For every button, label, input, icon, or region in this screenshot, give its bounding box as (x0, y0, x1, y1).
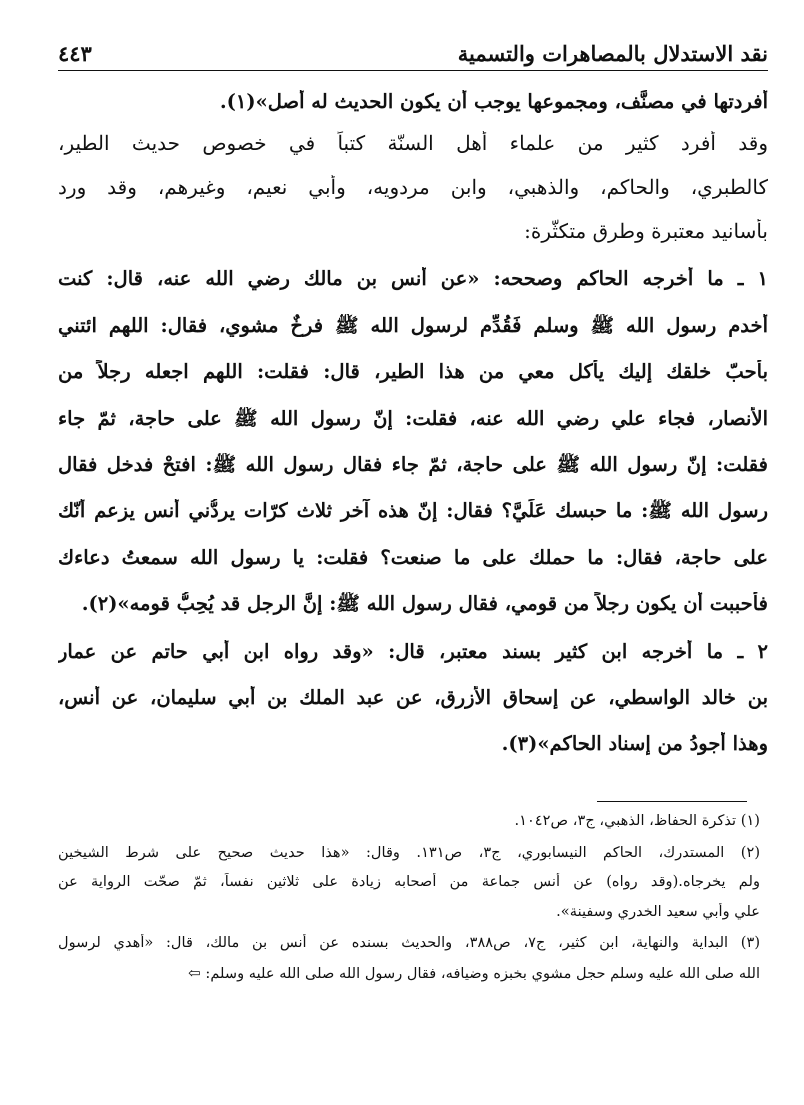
page-number: ٤٤٣ (58, 41, 92, 66)
text-line: فأحببت أن يكون رجلاً من قومي، فقال رسول الله ﷺ: إنَّ الرجل قد يُحِبُّ قومه»(٢). (81, 592, 768, 616)
footnote-line-text: الله صلى الله عليه وسلم حجل مشوي بخبزه وضيافه، فقال رسول الله صلى الله عليه وسلم: (205, 964, 760, 982)
footnote-line: علي وأبي سعيد الخدري وسفينة». (556, 902, 760, 920)
continued-paragraph (58, 90, 768, 113)
text-line: ٢ ـ ما أخرجه ابن كثير بسند معتبر، قال: «وقد رواه ابن أبي حاتم عن عمار (58, 639, 768, 663)
text-line: أفردتها في مصنَّف، ومجموعها يوجب أن يكون الحديث له أصل»(١). (219, 90, 768, 113)
text-line: على حاجة، فقال: ما حملك على ما صنعت؟ فقلت: يا رسول الله سمعتُ دعاءك (58, 545, 768, 569)
text-line: وقد أفرد كثير من علماء أهل السنّة كتباً في خصوص حديث الطير، (58, 131, 768, 156)
footnote-1 (58, 812, 760, 830)
intro-paragraph (58, 131, 768, 243)
footnote-line: (١) تذكرة الحفاظ، الذهبي، ج٣، ص١٠٤٢. (514, 812, 760, 829)
text-line: رسول الله ﷺ: ما حبسك عَلَيَّ؟ فقال: إنّ هذه آخر ثلاث كرّات يردُّني أنس يزعم أنّك (58, 499, 768, 523)
text-line: الأنصار، فجاء علي رضي الله عنه، فقلت: إنّ رسول الله ﷺ على حاجة، ثمّ جاء (58, 406, 768, 430)
text-line: بأحبّ خلقك إليك يأكل معي من هذا الطير، قال: فقلت: اللهم اجعله رجلاً من (58, 360, 768, 384)
main-text (58, 80, 768, 756)
footnote-line: (٣) البداية والنهاية، ابن كثير، ج٧، ص٣٨٨، والحديث بسنده عن أنس بن مالك، قال: «أهدي لرسول (58, 934, 760, 951)
footnote-3 (58, 934, 760, 982)
narration-paragraph-1 (58, 267, 768, 615)
text-line: ١ ـ ما أخرجه الحاكم وصححه: «عن أنس بن مالك رضي الله عنه، قال: كنت (58, 267, 768, 291)
text-line: بن خالد الواسطي، عن إسحاق الأزرق، عن عبد الملك بن أبي سليمان، عن أنس، (58, 685, 768, 709)
continuation-arrow-icon: ⇨ (188, 963, 201, 982)
text-line: وهذا أجودُ من إسناد الحاكم»(٣). (501, 732, 768, 756)
text-line: فقلت: إنّ رسول الله ﷺ على حاجة، ثمّ جاء فقال رسول الله ﷺ: افتحْ فدخل فقال (58, 452, 768, 476)
text-line: كالطبري، والحاكم، والذهبي، وابن مردويه، وأبي نعيم، وغيرهم، وقد ورد (58, 175, 768, 200)
text-line: بأسانيد معتبرة وطرق متكثّرة: (524, 219, 768, 244)
footnote-line: ولم يخرجاه.(وقد رواه) عن أنس جماعة من أصحابه زيادة على ثلاثين نفساً، ثمّ صحّت الرواية عن (58, 873, 760, 890)
page-header (58, 26, 768, 71)
footnotes (58, 812, 760, 982)
footnote-2 (58, 844, 760, 921)
narration-paragraph-2 (58, 640, 768, 756)
running-title: نقد الاستدلال بالمصاهرات والتسمية (457, 41, 768, 66)
footnote-line (58, 964, 760, 983)
footnote-line: (٢) المستدرك، الحاكم النيسابوري، ج٣، ص١٣١. وقال: «هذا حديث صحيح على شرط الشيخين (58, 843, 760, 861)
footnote-divider (597, 801, 747, 802)
text-line: أخدم رسول الله ﷺ وسلم فَقُدِّم لرسول الله ﷺ فرخٌ مشوي، فقال: اللهم ائتني (58, 313, 768, 337)
